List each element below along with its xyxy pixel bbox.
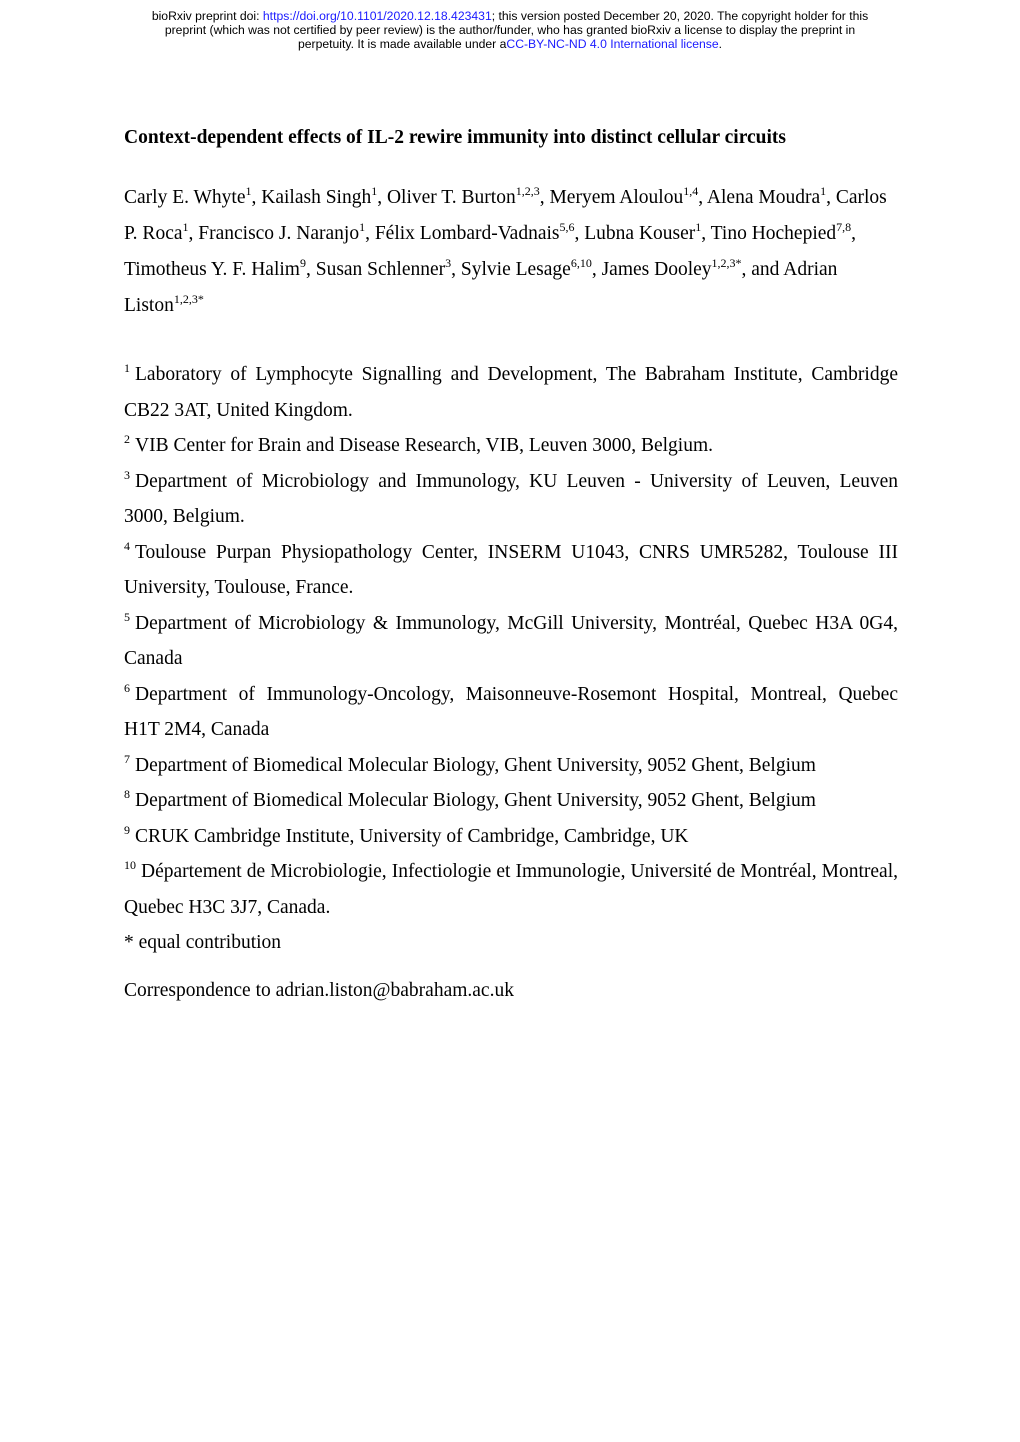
author-name: Susan Schlenner — [315, 259, 446, 280]
affiliation-text: Department of Microbiology & Immunology, McGill University, Montréal, Quebec H3A 0G4, Canada — [124, 612, 898, 669]
author-affiliation-marker: 1 — [371, 184, 378, 198]
header-license-prefix: perpetuity. It is made available under a — [297, 37, 507, 51]
author-affiliation-marker: 5,6 — [559, 220, 575, 234]
author-affiliation-marker: 1 — [182, 220, 189, 234]
header-line-2: preprint (which was not certified by peer review) is the author/funder, who has granted bioRxiv a license to display the preprint in — [164, 23, 856, 37]
author-name: Alena Moudra — [706, 187, 821, 208]
author-affiliation-marker: 1,2,3 — [515, 184, 540, 198]
author-name: Timotheus Y. F. Halim — [124, 259, 300, 280]
paper-title: Context-dependent effects of IL-2 rewire immunity into distinct cellular circuits — [124, 127, 787, 148]
affiliation-text: Department of Biomedical Molecular Biology, Ghent University, 9052 Ghent, Belgium — [135, 754, 816, 776]
author-affiliation-marker: 1 — [359, 220, 366, 234]
author-affiliation-marker: 9 — [299, 256, 306, 270]
affiliation-number: 10 — [124, 858, 136, 872]
affiliation-text: Department of Microbiology and Immunology, KU Leuven - University of Leuven, Leuven 3000, Belgium. — [124, 470, 898, 527]
affiliation-item — [124, 748, 898, 784]
author-name: Félix Lombard-Vadnais — [374, 223, 560, 244]
author-separator: , — [574, 223, 585, 244]
affiliation-number: 9 — [124, 822, 130, 837]
author-list — [124, 180, 898, 324]
affiliation-item — [124, 357, 898, 428]
author-name: Kailash Singh — [261, 187, 372, 208]
equal-contribution-note: * equal contribution — [124, 932, 282, 953]
author-separator: , — [826, 187, 836, 208]
author-affiliation-marker: 1,2,3* — [711, 256, 742, 270]
author-name: Lubna Kouser — [584, 223, 696, 244]
affiliation-item — [124, 783, 898, 819]
affiliation-number: 4 — [124, 538, 130, 553]
header-line-1 — [60, 9, 960, 23]
author-separator: , — [698, 187, 707, 208]
header-line-3-suffix: . — [718, 37, 723, 51]
author-name: Carlos P. Roca — [124, 187, 887, 244]
author-separator: , — [451, 259, 461, 280]
affiliation-number: 7 — [124, 751, 130, 766]
author-separator: , — [305, 259, 316, 280]
author-name: James Dooley — [601, 259, 712, 280]
affiliation-item — [124, 464, 898, 535]
affiliation-item — [124, 677, 898, 748]
license-link[interactable]: CC-BY-NC-ND 4.0 International license — [506, 37, 719, 51]
author-affiliation-marker: 1,4 — [683, 184, 699, 198]
author-affiliation-marker: 1 — [245, 184, 252, 198]
author-name: Sylvie Lesage — [460, 259, 571, 280]
affiliation-number: 1 — [124, 361, 130, 375]
author-affiliation-marker: 1,2,3* — [173, 292, 204, 306]
author-separator: , and — [741, 259, 784, 280]
author-separator: , — [188, 223, 199, 244]
author-separator: , — [251, 187, 262, 208]
affiliation-number: 3 — [124, 467, 130, 482]
affiliation-item — [124, 428, 898, 464]
correspondence-line: Correspondence to adrian.liston@babraham.ac.uk — [124, 980, 514, 1001]
author-affiliation-marker: 1 — [820, 184, 827, 198]
affiliation-number: 2 — [124, 432, 130, 446]
header-line-3 — [60, 37, 960, 51]
author-affiliation-marker: 7,8 — [836, 220, 852, 234]
affiliation-text: Laboratory of Lymphocyte Signalling and Development, The Babraham Institute, Cambridge CB22 3AT, United Kingdom. — [124, 364, 898, 421]
affiliation-number: 6 — [124, 680, 130, 695]
affiliations — [124, 357, 898, 925]
author-affiliation-marker: 1 — [695, 220, 702, 234]
author-separator: , — [591, 259, 602, 280]
affiliation-text: Toulouse Purpan Physiopathology Center, INSERM U1043, CNRS UMR5282, Toulouse III University, Toulouse, France. — [124, 541, 898, 598]
author-separator: , — [539, 187, 550, 208]
author-separator: , — [701, 223, 711, 244]
author-separator: , — [377, 187, 387, 208]
header-doi-prefix: bioRxiv preprint doi: — [151, 9, 263, 23]
author-separator: , — [365, 223, 375, 244]
doi-link[interactable]: https://doi.org/10.1101/2020.12.18.423431 — [262, 9, 492, 23]
author-name: Adrian Liston — [124, 259, 838, 316]
affiliation-item — [124, 535, 898, 606]
author-affiliation-marker: 3 — [445, 256, 452, 270]
header-line-1-suffix: ; this version posted December 20, 2020. The copyright holder for this — [491, 9, 869, 23]
author-name: Tino Hochepied — [710, 223, 837, 244]
affiliation-text: Department of Biomedical Molecular Biology, Ghent University, 9052 Ghent, Belgium — [135, 790, 816, 811]
author-name: Oliver T. Burton — [386, 187, 516, 208]
affiliation-item — [124, 606, 898, 677]
preprint-header — [60, 9, 960, 51]
affiliation-text: Département de Microbiologie, Infectiologie et Immunologie, Université de Montréal, Montreal, Quebec H3C 3J7, Canada. — [124, 861, 898, 918]
affiliation-item — [124, 819, 898, 855]
affiliation-item — [124, 854, 898, 925]
affiliation-text: VIB Center for Brain and Disease Research, VIB, Leuven 3000, Belgium. — [135, 435, 713, 456]
author-name: Francisco J. Naranjo — [198, 223, 360, 244]
author-affiliation-marker: 6,10 — [570, 256, 592, 270]
affiliation-number: 8 — [124, 787, 130, 801]
author-name: Carly E. Whyte — [124, 187, 246, 208]
affiliation-text: CRUK Cambridge Institute, University of Cambridge, Cambridge, UK — [135, 825, 689, 847]
affiliation-list — [124, 357, 898, 961]
author-name: Meryem Aloulou — [549, 187, 684, 208]
author-separator: , — [851, 223, 857, 244]
affiliation-text: Department of Immunology-Oncology, Maisonneuve-Rosemont Hospital, Montreal, Quebec H1T 2M4, Canada — [124, 683, 898, 740]
affiliation-number: 5 — [124, 609, 130, 624]
